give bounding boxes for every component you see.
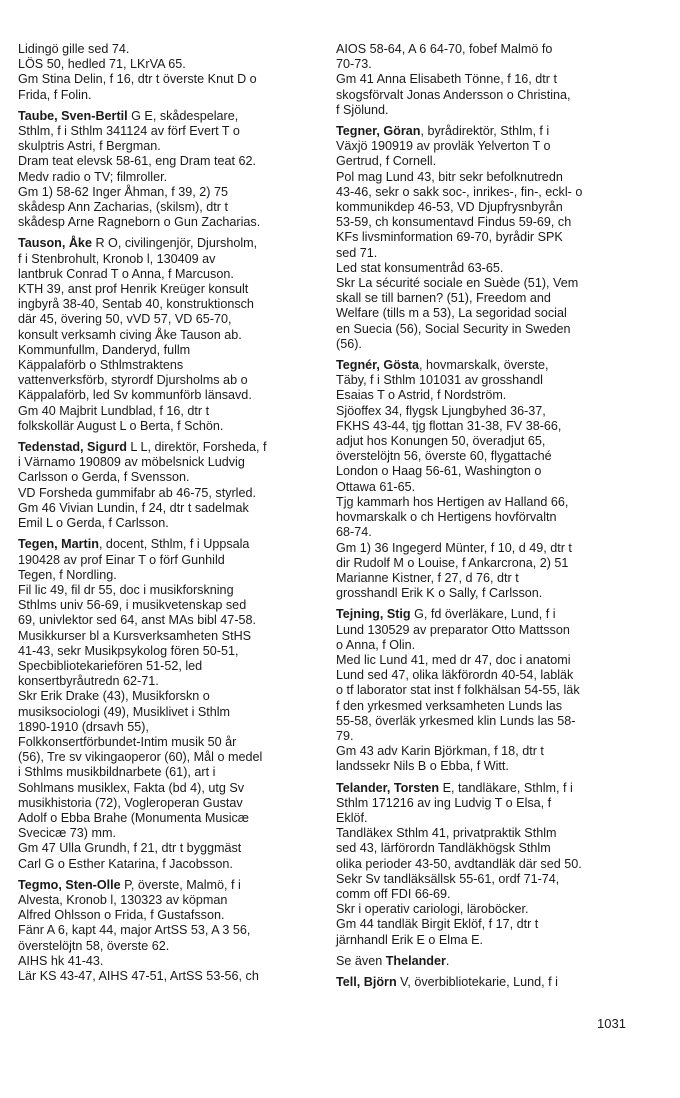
entry-name: Tell, Björn [336,974,397,989]
entry-line: Gm 1) 36 Ingegerd Münter, f 10, d 49, dtr t [336,540,572,555]
entry-tauson [18,236,318,434]
entry-name: Tegen, Martin [18,537,99,552]
entry-line: musiksociologi (49), Musiklivet i Sthlm [18,704,231,719]
see-also-prefix: Se även [336,953,386,968]
entry-line: LÖS 50, hedled 71, LKrVA 65. [18,57,186,72]
entry-line: Marianne Kistner, f 27, d 76, dtr t [336,570,519,585]
entry-line: 190428 av prof Einar T o förf Gunhild [18,552,225,567]
entry-line: Gm 43 adv Karin Björkman, f 18, dtr t [336,744,544,759]
entry-line: Käppalaförb o Sthlmstraktens [18,358,184,373]
entry-line: Kommunfullm, Danderyd, fullm [18,342,191,357]
entry-line: i Värnamo 190809 av möbelsnick Ludvig [18,455,245,470]
entry-line: dir Rudolf M o Louise, f Ankarcrona, 2) 51 [336,555,569,570]
entry-name: Tegner, Göran [336,124,421,139]
entry-line: Sohlmans musiklex, Fakta (bd 4), utg Sv [18,780,245,795]
entry-line: Gm 40 Majbrit Lundblad, f 16, dtr t [18,403,210,418]
entry-line: sed 71. [336,245,378,260]
entry-line: (56). [336,336,362,351]
entry-line: sed 43, lärförordn Tandläkhögsk Sthlm [336,841,551,856]
entry-tell [336,975,658,990]
entry-name: Tedenstad, Sigurd [18,440,127,455]
entry-line: KFs livsminformation 69-70, byrådir SPK [336,230,563,245]
entry-tegen [18,537,318,871]
entry-line: London o Haag 56-61, Washington o [336,464,542,479]
entry-line: Gm Stina Delin, f 16, dtr t överste Knut D o [18,72,257,87]
entry-line: Ottawa 61-65. [336,479,416,494]
entry-line: Carl G o Esther Katarina, f Jacobsson. [18,856,233,871]
entry-line: ingbyrå 38-40, Sentab 40, konstruktionsch [18,297,254,312]
entry-line: överstelöjtn 56, överste 60, flygattaché [336,449,552,464]
entry-line: Tegen, f Nordling. [18,567,117,582]
entry-line: musikhistoria (72), Vogleroperan Gustav [18,795,243,810]
entry-line: i Sthlms musikbildnarbete (61), art i [18,765,216,780]
entry-line: G E, skådespelare, [127,108,239,123]
entry-tedenstad [18,440,318,531]
entry-line: skulptris Astri, f Bergman. [18,139,161,154]
entry-line: Med lic Lund 41, med dr 47, doc i anatomi [336,652,571,667]
entry-line: Sthlms univ 56-69, i musikvetenskap sed [18,598,247,613]
entry-line: Skr Erik Drake (43), Musikforskn o [18,689,210,704]
entry-line: Lär KS 43-47, AIHS 47-51, ArtSS 53-56, ch [18,968,259,983]
entry-line: , byrådirektör, Sthlm, f i [420,124,550,139]
entry-tegmo-continued [336,42,658,118]
entry-line: Emil L o Gerda, f Carlsson. [18,516,169,531]
entry-line: f Sjölund. [336,102,389,117]
entry-line: Gm 46 Vivian Lundin, f 24, dtr t sadelmak [18,500,249,515]
entry-tegner-gosta [336,358,658,601]
entry-line: konsult verksamh civing Åke Tauson ab. [18,327,242,342]
entry-line: Gm 44 tandläk Birgit Eklöf, f 17, dtr t [336,917,539,932]
entry-line: 41-43, sekr Musikpsykolog fören 50-51, [18,643,239,658]
entry-line: Sekr Sv tandläksällsk 55-61, ordf 71-74, [336,871,560,886]
entry-line: KTH 39, anst prof Henrik Kreüger konsult [18,282,249,297]
entry-line: G, fd överläkare, Lund, f i [410,607,556,622]
entry-line: R O, civilingenjör, Djursholm, [91,236,258,251]
entry-line: 70-73. [336,57,372,72]
entry-continuation [18,42,318,103]
entry-line: Gertrud, f Cornell. [336,154,437,169]
entry-line: Specbibliotekariefören 51-52, led [18,658,203,673]
entry-line: Medv radio o TV; filmroller. [18,169,168,184]
entry-line: Sthlm, f i Sthlm 341124 av förf Evert T o [18,124,240,139]
entry-line: där 45, övering 50, vVD 57, VD 65-70, [18,312,232,327]
entry-line: skogsförvalt Jonas Andersson o Christina, [336,87,571,102]
entry-line: FKHS 43-44, tjg flottan 31-38, FV 38-66, [336,418,562,433]
see-also-suffix: . [445,953,450,968]
entry-line: Fil lic 49, fil dr 55, doc i musikforskning [18,582,234,597]
entry-line: Dram teat elevsk 58-61, eng Dram teat 62. [18,154,256,169]
entry-line: Alfred Ohlsson o Frida, f Gustafsson. [18,908,225,923]
entry-line: Tjg kammarh hos Hertigen av Halland 66, [336,494,569,509]
entry-line: Sjöoffex 34, flygsk Ljungbyhed 36-37, [336,403,546,418]
entry-line: skall se till barnen? (51), Freedom and [336,291,551,306]
entry-line: kommunikdep 46-53, VD Djupfrysnbyrån [336,200,563,215]
entry-name: Tejning, Stig [336,607,411,622]
entry-line: 69, univlektor sed 64, anst MAs bibl 47-58. [18,613,257,628]
entry-line: folkskollär August L o Berta, f Schön. [18,418,224,433]
entry-telander [336,781,658,948]
entry-line: Sthlm 171216 av ing Ludvig T o Elsa, f [336,795,552,810]
entry-line: L L, direktör, Forsheda, f [126,440,267,455]
entry-line: Welfare (tills m a 53), La segoridad social [336,306,567,321]
see-also-name: Thelander [385,953,446,968]
entry-line: olika perioder 43-50, avdtandläk där sed 50. [336,856,582,871]
entry-line: Led stat konsumentråd 63-65. [336,260,504,275]
entry-taube [18,109,318,231]
page-number: 1031 [597,1016,626,1031]
entry-line: VD Forsheda gummifabr ab 46-75, styrled. [18,485,256,500]
entry-line: f i Stenbrohult, Kronob l, 130409 av [18,251,216,266]
entry-line: Tandläkex Sthlm 41, privatpraktik Sthlm [336,826,557,841]
entry-line: landssekr Nils B o Ebba, f Witt. [336,759,509,774]
entry-name: Tegnér, Gösta [336,358,420,373]
entry-line: Lund sed 47, olika läkförordn 40-54, labläk [336,668,574,683]
entry-line: vattenverksförb, styrordf Djursholms ab o [18,373,248,388]
entry-line: Adolf o Ebba Brahe (Monumenta Musicæ [18,810,250,825]
entry-line: Svecicæ 73) mm. [18,826,116,841]
entry-line: AIHS hk 41-43. [18,953,104,968]
entry-line: lantbruk Conrad T o Anna, f Marcuson. [18,266,234,281]
entry-line: Gm 47 Ulla Grundh, f 21, dtr t byggmäst [18,841,242,856]
entry-line: Lidingö gille sed 74. [18,42,130,56]
entry-line: AIOS 58-64, A 6 64-70, fobef Malmö fo [336,42,553,56]
entry-line: Gm 41 Anna Elisabeth Tönne, f 16, dtr t [336,72,557,87]
entry-line: Gm 1) 58-62 Inger Åhman, f 39, 2) 75 [18,184,229,199]
see-also-reference [336,954,658,969]
entry-line: (56), Tre sv vikingaoperor (60), Mål o medel [18,750,263,765]
entry-line: järnhandl Erik E o Elma E. [336,932,483,947]
entry-line: 53-59, ch konsumentavd Findus 59-69, ch [336,215,572,230]
entry-tegmo [18,878,318,984]
entry-line: f den yrkesmed verksamheten Lunds las [336,698,563,713]
entry-line: Esaias T o Astrid, f Nordström. [336,388,507,403]
left-column [18,42,318,990]
entry-line: Växjö 190919 av provläk Yelverton T o [336,139,551,154]
entry-line: Skr i operativ cariologi, läroböcker. [336,902,529,917]
entry-line: överstelöjtn 58, överste 62. [18,938,170,953]
entry-line: o Anna, f Olin. [336,637,416,652]
entry-line: Täby, f i Sthlm 101031 av grosshandl [336,373,543,388]
entry-line: Eklöf. [336,810,368,825]
entry-line: 1890-1910 (drsavh 55), [18,719,149,734]
entry-tejning [336,607,658,774]
entry-line: en Suecia (56), Social Security in Sweden [336,321,571,336]
entry-line: skådesp Arne Ragneborn o Gun Zacharias. [18,215,261,230]
entry-line: V, överbibliotekarie, Lund, f i [396,974,558,989]
entry-line: Frida, f Folin. [18,87,92,102]
entry-name: Tauson, Åke [18,236,92,251]
entry-line: skådesp Ann Zacharias, (skilsm), dtr t [18,200,228,215]
entry-line: Folkkonsertförbundet-Intim musik 50 år [18,734,237,749]
entry-line: comm off FDI 66-69. [336,886,451,901]
entry-line: grosshandl Erik K o Sally, f Carlsson. [336,586,543,601]
entry-name: Telander, Torsten [336,780,440,795]
entry-line: 79. [336,728,354,743]
entry-line: Fänr A 6, kapt 44, major ArtSS 53, A 3 56, [18,923,251,938]
entry-line: P, överste, Malmö, f i [120,877,241,892]
entry-line: , hovmarskalk, överste, [419,358,549,373]
entry-name: Taube, Sven-Bertil [18,108,128,123]
entry-line: E, tandläkare, Sthlm, f i [439,780,573,795]
entry-line: Skr La sécurité sociale en Suède (51), Vem [336,276,579,291]
entry-line: , docent, Sthlm, f i Uppsala [98,537,250,552]
entry-line: adjut hos Konungen 50, överadjut 65, [336,434,546,449]
entry-line: Carlsson o Gerda, f Svensson. [18,470,190,485]
entry-line: 68-74. [336,525,372,540]
entry-line: Musikkurser bl a Kursverksamheten StHS [18,628,252,643]
entry-tegner-goran [336,124,658,352]
entry-line: 55-58, överläk yrkesmed klin Lunds las 58- [336,713,576,728]
entry-line: konsertbyråutredn 62-71. [18,674,159,689]
entry-line: Pol mag Lund 43, bitr sekr befolknutredn [336,169,563,184]
entry-line: o tf laborator stat inst f folkhälsan 54-55, läk [336,683,580,698]
right-column [336,42,658,996]
entry-name: Tegmo, Sten-Olle [18,877,121,892]
entry-line: Alvesta, Kronob l, 130323 av köpman [18,892,228,907]
entry-line: 43-46, sekr o sakk soc-, inrikes-, fin-, eckl- o [336,184,583,199]
entry-line: hovmarskalk o ch Hertigens hovförvaltn [336,510,557,525]
entry-line: Käppalaförb, led Sv kommunförb länsavd. [18,388,252,403]
entry-line: Lund 130529 av preparator Otto Mattsson [336,622,570,637]
